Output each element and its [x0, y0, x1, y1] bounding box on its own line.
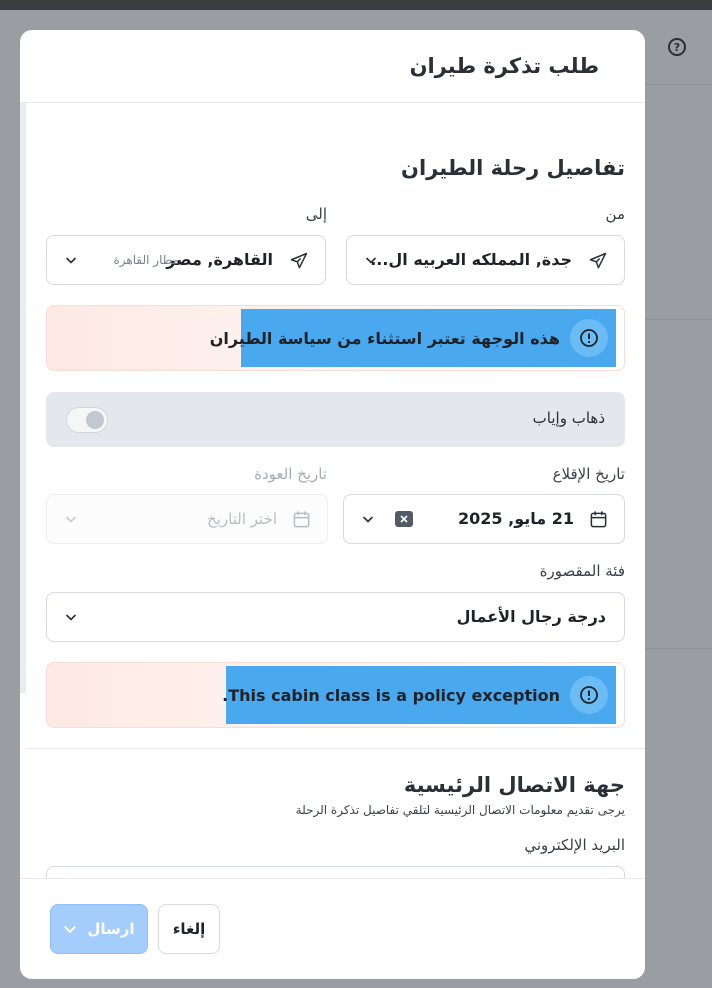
plane-icon — [289, 251, 309, 271]
flight-section-title: تفاصيل رحلة الطيران — [401, 156, 625, 180]
email-label: البريد الإلكتروني — [524, 836, 625, 854]
chevron-down-icon[interactable] — [65, 254, 77, 266]
from-label: من — [605, 205, 625, 223]
to-label: إلى — [305, 205, 327, 223]
to-subvalue: مطار القاهرة — [113, 253, 179, 267]
return-date-field — [46, 494, 328, 544]
email-field[interactable] — [46, 866, 625, 878]
contact-description: يرجى تقديم معلومات الاتصال الرئيسية لتلقي تفاصيل تذكرة الرحلة — [295, 803, 625, 817]
round-trip-toggle[interactable] — [66, 407, 108, 433]
flight-request-modal — [20, 30, 645, 979]
chevron-down-icon[interactable] — [63, 922, 77, 936]
destination-policy-alert — [46, 305, 625, 371]
to-value: القاهرة, مصر — [166, 250, 273, 269]
cabin-value: درجة رجال الأعمال — [456, 607, 606, 626]
departure-value: 21 مايو, 2025 — [458, 509, 574, 528]
chevron-down-icon[interactable] — [365, 254, 377, 266]
background-divider — [644, 648, 712, 649]
section-divider — [26, 748, 645, 749]
cabin-label: فئة المقصورة — [539, 562, 625, 580]
plane-icon — [588, 251, 608, 271]
alert-bar — [209, 309, 616, 367]
modal-footer — [20, 878, 645, 979]
info-icon — [570, 319, 608, 357]
departure-label: تاريخ الإقلاع — [552, 465, 625, 483]
alert-bar — [222, 666, 616, 724]
chevron-down-icon[interactable] — [362, 513, 374, 525]
contact-section-title: جهة الاتصال الرئيسية — [403, 773, 625, 797]
send-button[interactable] — [50, 904, 148, 954]
toggle-knob — [86, 411, 104, 429]
from-field[interactable] — [346, 235, 625, 285]
cabin-policy-alert — [46, 662, 625, 728]
cancel-button[interactable]: إلغاء — [158, 904, 220, 954]
background-divider — [644, 84, 712, 85]
chevron-down-icon — [65, 513, 77, 525]
help-icon[interactable]: ? — [668, 38, 686, 56]
clear-icon[interactable] — [395, 511, 413, 527]
alert-text: This cabin class is a policy exception. — [222, 685, 560, 705]
calendar-icon — [292, 510, 311, 529]
return-placeholder: اختر التاريخ — [207, 510, 277, 528]
background-divider — [644, 319, 712, 320]
to-field[interactable] — [46, 235, 326, 285]
scroll-rail — [20, 103, 26, 693]
background-topbar — [0, 0, 712, 10]
cabin-class-select[interactable] — [46, 592, 625, 642]
send-label: ارسال — [87, 920, 135, 938]
modal-body[interactable] — [20, 103, 645, 878]
departure-date-field[interactable] — [343, 494, 625, 544]
round-trip-row — [46, 392, 625, 447]
from-value: جدة, المملكه العربيه ال... — [370, 250, 572, 269]
calendar-icon — [589, 510, 608, 529]
return-label: تاريخ العودة — [254, 465, 327, 483]
chevron-down-icon[interactable] — [65, 611, 77, 623]
modal-title: طلب تذكرة طيران — [409, 54, 599, 78]
modal-header — [20, 30, 645, 103]
info-icon — [570, 676, 608, 714]
alert-text: هذه الوجهة تعتبر استثناء من سياسة الطيران — [209, 328, 560, 348]
round-trip-label: ذهاب وإياب — [532, 409, 605, 427]
